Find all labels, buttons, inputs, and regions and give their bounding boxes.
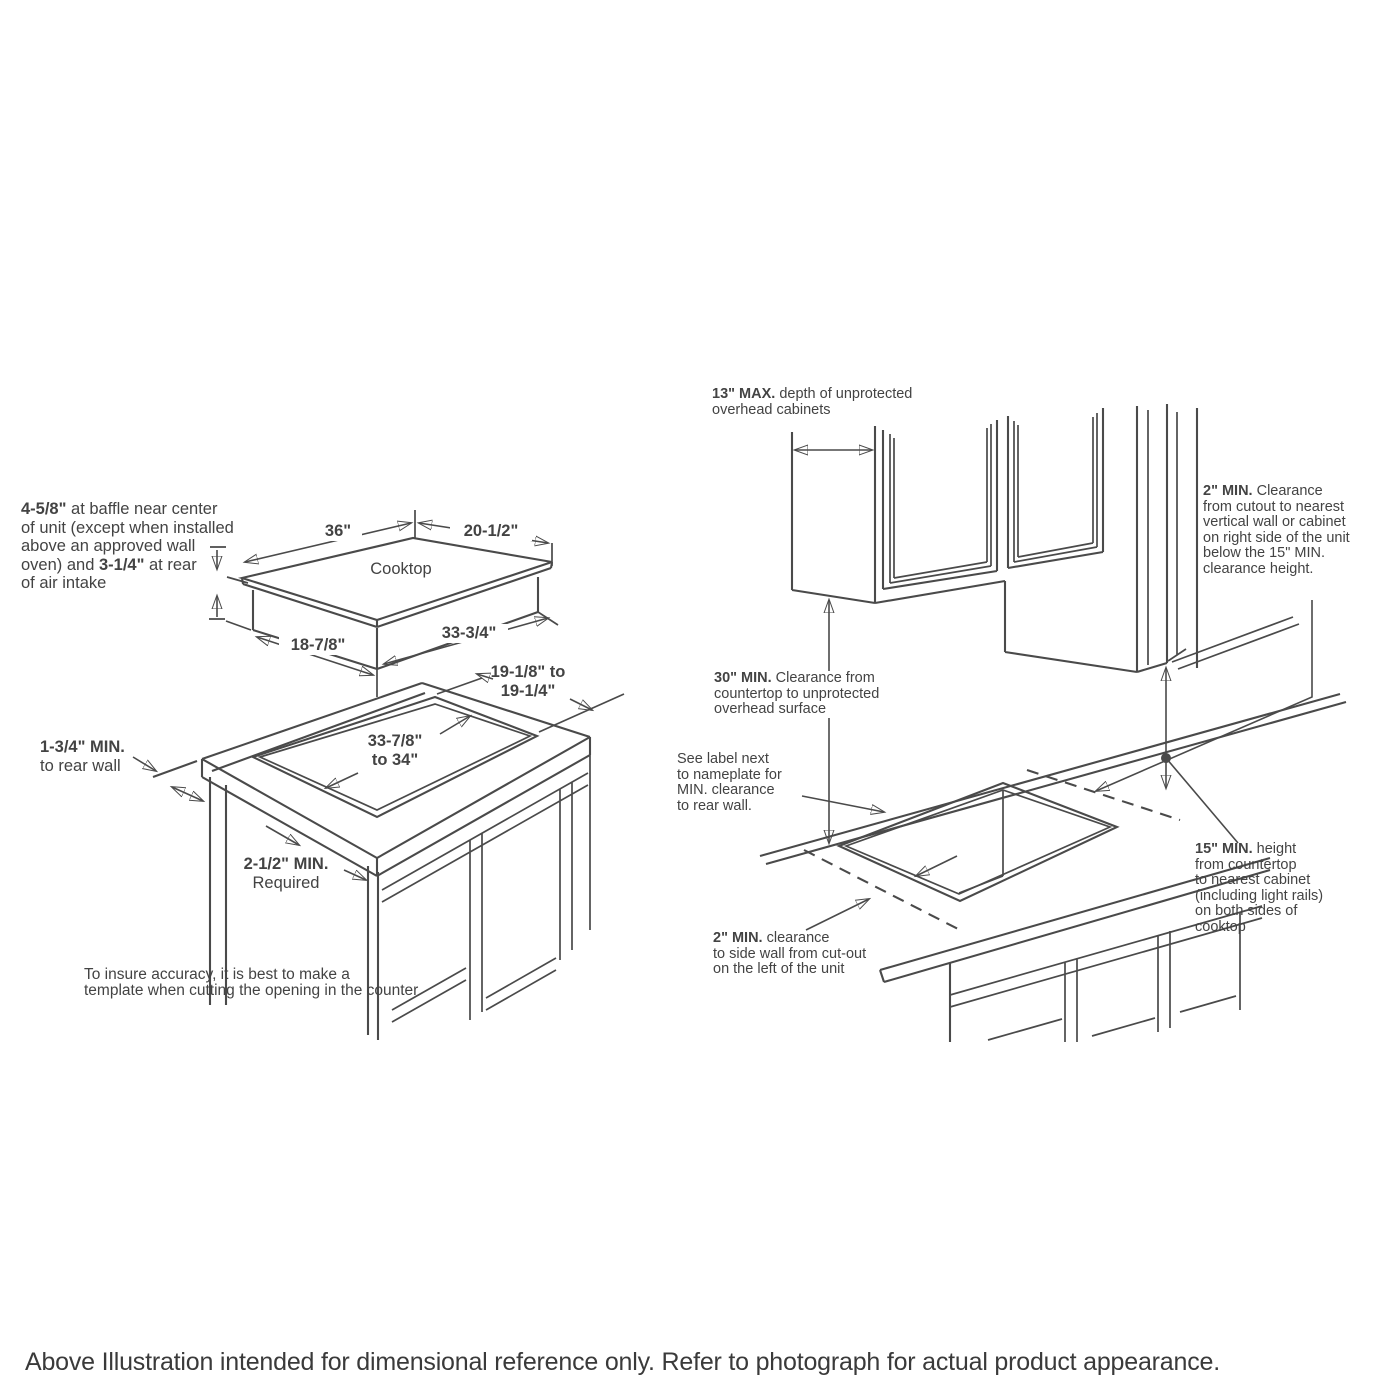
required-clearance-label: 2-1/2" MIN. Required <box>243 855 329 892</box>
min-15-note: 15" MIN. height from countertop to nearest cabinet (including light rails) on both sides of cooktop <box>1195 841 1324 935</box>
dim-33-34-label: 33-3/4" <box>430 624 508 643</box>
min-clearance-right-note: 2" MIN. Clearance from cutout to nearest vertical wall or cabinet on right side of the unit below the 15" MIN. clearance height. <box>1203 483 1350 577</box>
baffle-note: 4-5/8" at baffle near center of unit (except when installed above an approved wall oven) and 3-1/4" at rear of air intake <box>21 500 234 592</box>
min-clearance-left-note: 2" MIN. clearance to side wall from cut-out on the left of the unit <box>713 930 867 978</box>
max-depth-note: 13" MAX. depth of unprotected overhead cabinets <box>712 386 913 418</box>
dim-36-label: 36" <box>314 522 362 541</box>
cutout-depth-label: 33-7/8" to 34" <box>367 732 423 769</box>
see-label-note: See label next to nameplate for MIN. clearance to rear wall. <box>677 751 782 814</box>
min-30-note: 30" MIN. Clearance from countertop to unprotected overhead surface <box>712 671 1016 718</box>
dim-20-half-label: 20-1/2" <box>450 522 532 541</box>
cooktop-label: Cooktop <box>370 560 432 578</box>
rear-wall-label: 1-3/4" MIN. to rear wall <box>40 738 125 775</box>
cutout-width-label: 19-1/8" to 19-1/4" <box>490 663 566 700</box>
footer-disclaimer: Above Illustration intended for dimensional reference only. Refer to photograph for actual product appearance. <box>25 1348 1220 1376</box>
template-note: To insure accuracy, it is best to make a template when cutting the opening in the counter <box>84 966 419 999</box>
dim-18-78-label: 18-7/8" <box>279 636 357 655</box>
